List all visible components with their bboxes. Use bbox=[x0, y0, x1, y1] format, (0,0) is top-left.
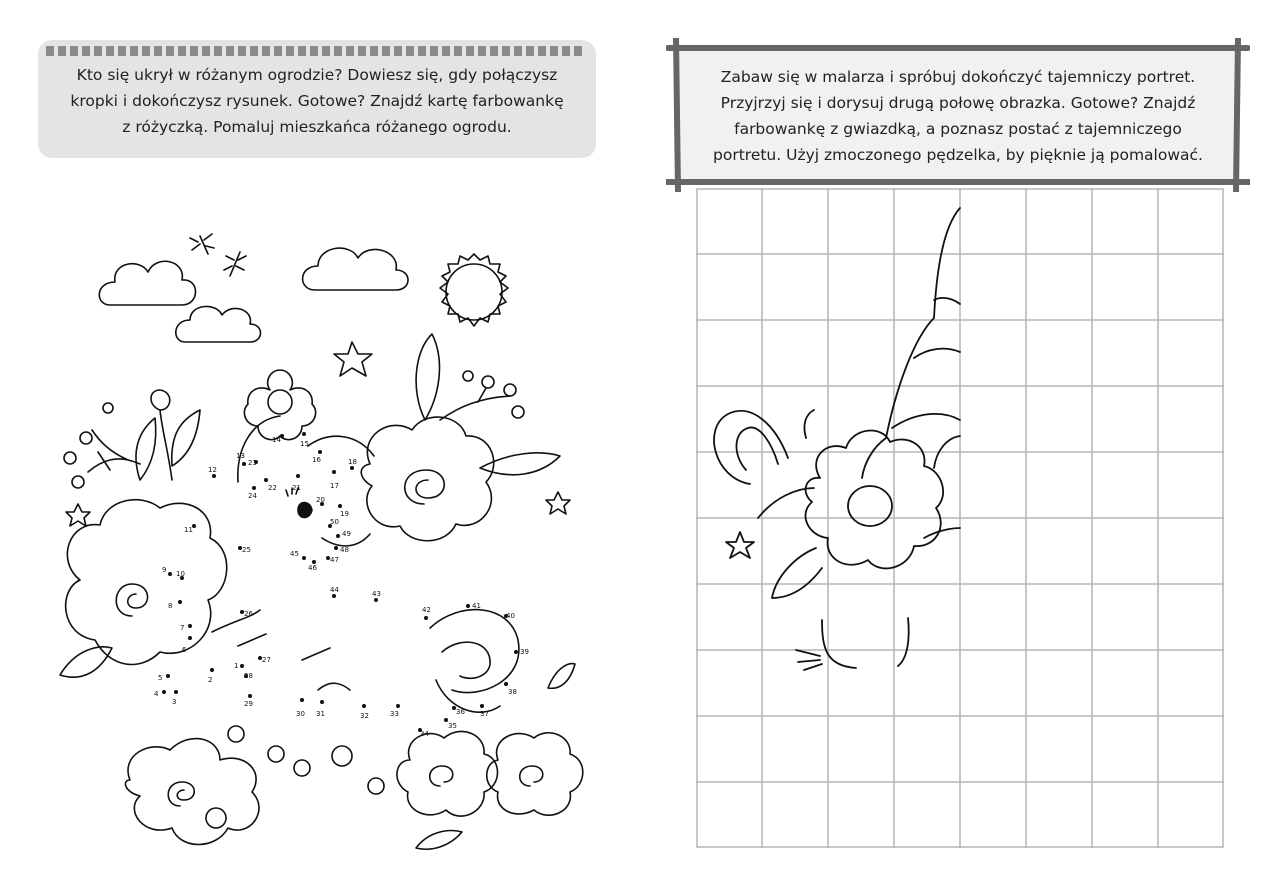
left-instruction-line: z różyczką. Pomaluj mieszkańca różanego ogrodu. bbox=[122, 118, 512, 136]
star-icon bbox=[726, 532, 754, 558]
flower-icon bbox=[228, 726, 244, 742]
dot-label: 3 bbox=[172, 698, 177, 706]
dot-label: 2 bbox=[208, 676, 213, 684]
right-instruction-box bbox=[666, 38, 1250, 192]
dot-label: 24 bbox=[248, 492, 257, 500]
unicorn-ear bbox=[714, 411, 788, 484]
dot-label: 21 bbox=[292, 484, 301, 492]
dot-label: 1 bbox=[234, 662, 239, 670]
flower-icon bbox=[206, 808, 226, 828]
star-icon bbox=[546, 492, 570, 514]
right-instruction-line: Zabaw się w malarza i spróbuj dokończyć tajemniczy portret. bbox=[720, 68, 1196, 86]
dot-label: 10 bbox=[176, 570, 185, 578]
dot-label: 13 bbox=[236, 452, 245, 460]
leaf-icon bbox=[416, 334, 439, 420]
crown-leaf bbox=[924, 528, 960, 538]
dot-label: 27 bbox=[262, 656, 271, 664]
dot-label: 30 bbox=[296, 710, 305, 718]
dot-label: 7 bbox=[180, 624, 185, 632]
dot-label: 39 bbox=[520, 648, 529, 656]
unicorn-eye bbox=[298, 503, 312, 518]
dot-label: 14 bbox=[272, 436, 281, 444]
left-instruction-line: Kto się ukrył w różanym ogrodzie? Dowiesz się, gdy połączysz bbox=[76, 66, 558, 84]
unicorn-body bbox=[212, 610, 350, 690]
dot-label: 20 bbox=[316, 496, 325, 504]
dot-label: 4 bbox=[154, 690, 159, 698]
dot-label: 47 bbox=[330, 556, 339, 564]
flower-icon bbox=[332, 746, 352, 766]
dragonfly-icon bbox=[190, 234, 214, 254]
drawing-grid bbox=[696, 188, 1224, 848]
dot-label: 35 bbox=[448, 722, 457, 730]
dot-label: 31 bbox=[316, 710, 325, 718]
leaf-icon bbox=[172, 410, 200, 466]
dot-label: 49 bbox=[342, 530, 351, 538]
dot-label: 9 bbox=[162, 566, 167, 574]
rose-flower bbox=[361, 417, 493, 541]
cloud-icon bbox=[176, 306, 261, 342]
dot-label: 38 bbox=[508, 688, 517, 696]
left-instruction-box bbox=[38, 40, 596, 158]
crown-leaf bbox=[772, 548, 822, 598]
unicorn-ear bbox=[804, 410, 814, 438]
cloud-icon bbox=[99, 261, 195, 305]
sun-icon bbox=[446, 264, 502, 320]
dot-label: 48 bbox=[340, 546, 349, 554]
dot-label: 32 bbox=[360, 712, 369, 720]
dot-label: 16 bbox=[312, 456, 321, 464]
star-icon bbox=[66, 504, 90, 526]
dot-label: 25 bbox=[242, 546, 251, 554]
left-instruction-line: kropki i dokończysz rysunek. Gotowe? Znajdź kartę farbowankę bbox=[70, 92, 564, 110]
flower-icon bbox=[268, 746, 284, 762]
dot-label: 11 bbox=[184, 526, 193, 534]
dot-label: 17 bbox=[330, 482, 339, 490]
dragonfly-icon bbox=[224, 252, 246, 276]
half-unicorn-drawing bbox=[714, 208, 960, 670]
dot-label: 44 bbox=[330, 586, 339, 594]
dot-label: 19 bbox=[340, 510, 349, 518]
branch-icon bbox=[440, 388, 510, 420]
dot-label: 42 bbox=[422, 606, 431, 614]
dot-label: 43 bbox=[372, 590, 381, 598]
rosebud-icon bbox=[151, 390, 172, 480]
flower-bed bbox=[125, 739, 259, 845]
dot-label: 34 bbox=[420, 730, 429, 738]
unicorn-outline bbox=[238, 416, 374, 546]
dot-label: 28 bbox=[244, 672, 253, 680]
right-instruction-line: farbowankę z gwiazdką, a poznasz postać z tajemniczego bbox=[734, 120, 1182, 138]
dot-label: 26 bbox=[244, 610, 253, 618]
dot-label: 5 bbox=[158, 674, 163, 682]
dot-label: 50 bbox=[330, 518, 339, 526]
dot-label: 18 bbox=[348, 458, 357, 466]
dot-label: 33 bbox=[390, 710, 399, 718]
cloud-icon bbox=[303, 248, 408, 290]
flower-bed bbox=[487, 733, 583, 815]
dot-label: 6 bbox=[182, 646, 187, 654]
star-icon bbox=[334, 342, 372, 376]
unicorn-face bbox=[796, 618, 909, 670]
decorative-dash-row bbox=[46, 46, 588, 56]
flower-crown bbox=[805, 431, 943, 569]
right-instruction-line: portretu. Użyj zmoczonego pędzelka, by pięknie ją pomalować. bbox=[713, 146, 1203, 164]
rose-bush bbox=[66, 500, 227, 665]
dot-label: 46 bbox=[308, 564, 317, 572]
dot-label: 15 bbox=[300, 440, 309, 448]
dot-label: 45 bbox=[290, 550, 299, 558]
dot-to-dot-picture bbox=[40, 220, 600, 860]
leaf-icon bbox=[60, 647, 112, 677]
dot-label: 36 bbox=[456, 708, 465, 716]
dot-label: 40 bbox=[506, 612, 515, 620]
right-instruction-line: Przyjrzyj się i dorysuj drugą połowę obrazka. Gotowe? Znajdź bbox=[720, 94, 1196, 112]
dot-label: 41 bbox=[472, 602, 481, 610]
unicorn-horn bbox=[862, 208, 960, 478]
flower-bed bbox=[397, 731, 498, 816]
leaf-icon bbox=[548, 664, 575, 689]
dot-label: 29 bbox=[244, 700, 253, 708]
branch-icon bbox=[88, 430, 140, 472]
flower-icon bbox=[294, 760, 310, 776]
unicorn-tail bbox=[430, 610, 519, 713]
dot-label: 8 bbox=[168, 602, 173, 610]
leaf-icon bbox=[136, 418, 156, 480]
flower-icon bbox=[268, 390, 292, 414]
left-instruction-text bbox=[44, 62, 590, 140]
right-instruction-text bbox=[680, 64, 1236, 168]
dot-label: 37 bbox=[480, 710, 489, 718]
dot-label: 22 bbox=[268, 484, 277, 492]
dot-label: 23 bbox=[248, 459, 257, 467]
flower-icon bbox=[368, 778, 384, 794]
leaf-icon bbox=[416, 831, 462, 850]
dot-label: 12 bbox=[208, 466, 217, 474]
